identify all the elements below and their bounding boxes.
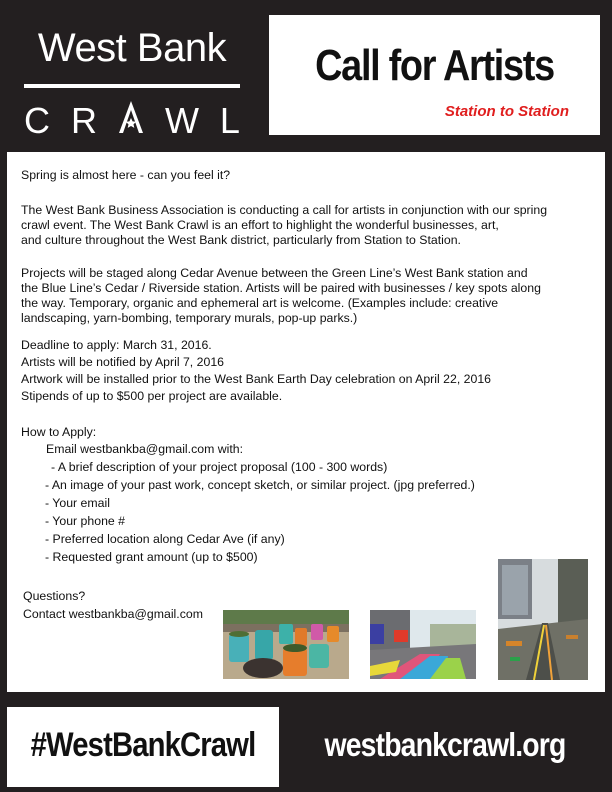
apply-list-item: - Your phone # [45,514,126,528]
apply-list-item: - Preferred location along Cedar Ave (if any) [45,532,285,546]
paragraph-1-line: and culture throughout the West Bank district, particularly from Station to Station. [21,233,461,247]
call-for-artists-header [269,15,600,135]
apply-email-line: Email westbankba@gmail.com with: [46,442,244,456]
planters-photo [223,610,349,679]
west-bank-crawl-logo [20,18,244,141]
paragraph-1-line: The West Bank Business Association is conducting a call for artists in conjunction with our spring [21,203,548,217]
website-link[interactable]: westbankcrawl.org [324,726,566,763]
benches-path-photo [498,559,588,680]
deadline-text: Deadline to apply: March 31, 2016. [21,338,212,352]
stipend-text: Stipends of up to $500 per project are available. [21,389,283,403]
painted-path-photo [370,610,476,679]
hashtag-box [7,707,279,787]
paragraph-1-line: crawl event. The West Bank Crawl is an effort to highlight the wonderful businesses, art, [21,218,499,232]
logo-line-2 [20,100,244,142]
questions-heading: Questions? [23,589,86,603]
paragraph-2-line: the way. Temporary, organic and ephemeral art is welcome. (Examples include: creative [21,296,499,310]
intro-text: Spring is almost here - can you feel it? [21,168,231,182]
logo-letter-a-star [118,100,144,134]
apply-list-item: - Your email [45,496,110,510]
apply-list-item: - Requested grant amount (up to $500) [45,550,258,564]
logo-line-1: West Bank [37,26,227,70]
contact-text: Contact westbankba@gmail.com [23,607,203,621]
install-date-text: Artwork will be installed prior to the West Bank Earth Day celebration on April 22, 2016 [21,372,492,386]
paragraph-2-line: landscaping, yarn-bombing, temporary murals, pop-up parks.) [21,311,358,325]
notify-date-text: Artists will be notified by April 7, 2016 [21,355,225,369]
page-subtitle: Station to Station [444,103,569,120]
logo-divider [24,84,240,88]
paragraph-2-line: the Blue Line’s Cedar / Riverside station. Artists will be paired with businesses / key spots along [21,281,541,295]
apply-list-item: - A brief description of your project proposal (100 - 300 words) [51,460,388,474]
apply-list-item: - An image of your past work, concept sketch, or similar project. (jpg preferred.) [45,478,475,492]
page-title: Call for Artists [315,41,554,90]
main-content-panel [7,152,605,692]
paragraph-2-line: Projects will be staged along Cedar Avenue between the Green Line’s West Bank station and [21,266,528,280]
star-a-icon [118,100,144,134]
logo-letter: L [219,100,240,141]
how-to-apply-heading: How to Apply: [21,425,97,439]
logo-letter: C [24,100,50,141]
logo-letter: R [70,100,97,141]
hashtag-text: #WestBankCrawl [30,726,256,764]
logo-letter: W [164,100,199,141]
